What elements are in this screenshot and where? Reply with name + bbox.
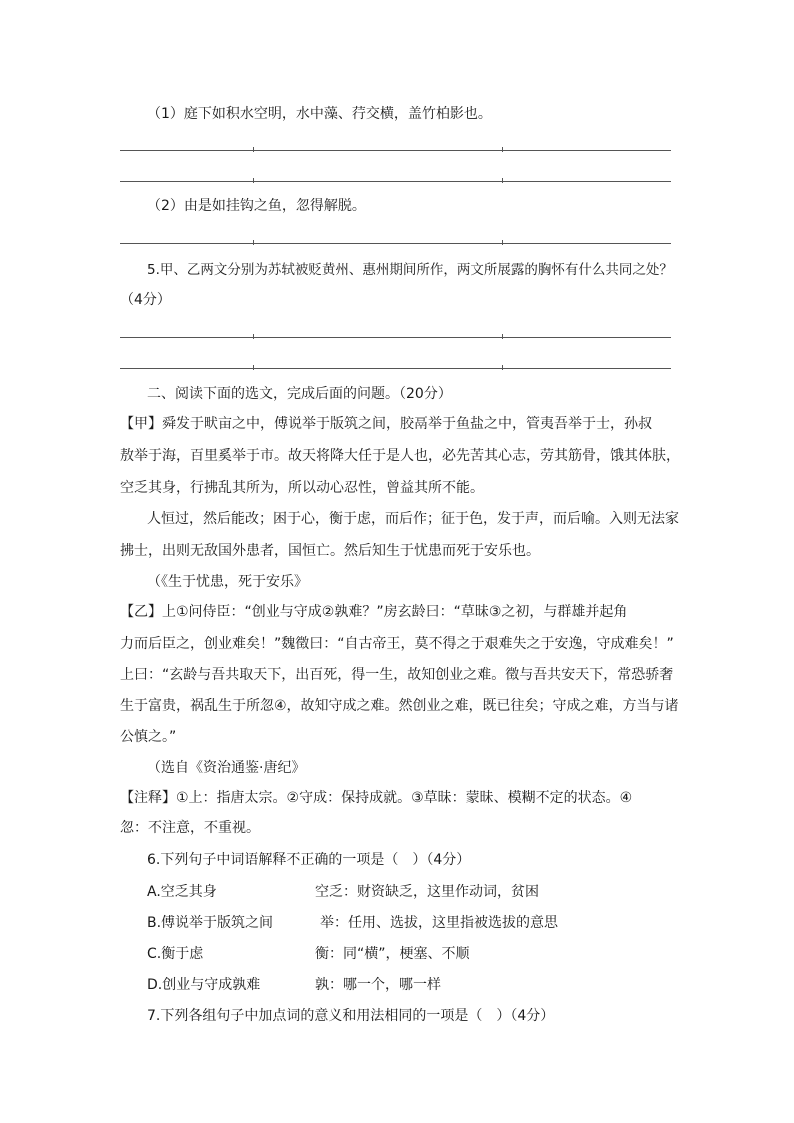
answer-line-tick [253,147,254,152]
passage-yi-line-4: 生于富贵，祸乱生于所忽④，故知守成之难。然创业之难，既已往矣；守成之难，方当与诸 [120,698,679,714]
answer-line [120,243,671,244]
passage-yi-line-5: 公慎之。” [120,729,177,745]
answer-line-tick [502,365,503,370]
passage-jia-line-2: 敖举于海，百里奚举于市。故天将降大任于是人也，必先苦其心志，劳其筋骨，饿其体肤， [120,448,680,464]
option-c-word: C.衡于虑 [147,946,204,962]
answer-line-tick [502,178,503,183]
option-d-word: D.创业与守成孰难 [147,977,261,993]
answer-line-tick [502,334,503,339]
option-a-word: A.空乏其身 [147,884,217,900]
question-5-points: （4分） [120,292,171,308]
question-7-stem: 7.下列各组句子中加点词的意义和用法相同的一项是（ ）（4分） [147,1008,555,1024]
answer-line-tick [253,240,254,245]
passage-yi-line-2: 力而后臣之，创业难矣！”魏徵曰：“自古帝王，莫不得之于艰难失之于安逸，守成难矣！” [120,636,674,652]
answer-line-tick [502,240,503,245]
question-6-stem: 6.下列句子中词语解释不正确的一项是（ ）（4分） [147,852,471,868]
option-b-explanation: 举：任用、选拔，这里指被选拔的意思 [320,915,558,931]
notes-line-2: 忽：不注意，不重视。 [120,820,260,836]
option-c-explanation: 衡：同“横”，梗塞、不顺 [315,946,470,962]
passage-yi-line-3: 上曰：“玄龄与吾共取天下，出百死，得一生，故知创业之难。徵与吾共安天下，常恐骄奢 [120,667,674,683]
passage-jia-source: （《生于忧患，死于安乐》 [147,574,308,590]
answer-line [120,181,671,182]
passage-jia-line-3: 空乏其身，行拂乱其所为，所以动心忍性，曾益其所不能。 [120,480,484,496]
passage-yi-source: （选自《资治通鉴·唐纪》 [147,760,306,776]
answer-line [120,150,671,151]
answer-line [120,368,671,369]
answer-line-tick [253,178,254,183]
translation-sentence-2: （2）由是如挂钩之鱼，忽得解脱。 [147,198,366,214]
option-d-explanation: 孰：哪一个，哪一样 [315,977,441,993]
answer-line-tick [253,334,254,339]
passage-jia-line-1: 【甲】舜发于畎亩之中，傅说举于版筑之间，胶鬲举于鱼盐之中，管夷吾举于士，孙叔 [120,416,652,432]
option-b-word: B.傅说举于版筑之间 [147,915,274,931]
answer-line-tick [502,147,503,152]
passage-jia-line-5: 拂士，出则无敌国外患者，国恒亡。然后知生于忧患而死于安乐也。 [120,543,540,559]
translation-sentence-1: （1）庭下如积水空明，水中藻、荇交横，盖竹柏影也。 [147,106,492,122]
question-5: 5.甲、乙两文分别为苏轼被贬黄州、惠州期间所作，两文所展露的胸怀有什么共同之处？ [147,262,673,278]
answer-line [120,337,671,338]
passage-jia-line-4: 人恒过，然后能改；困于心，衡于虑，而后作；征于色，发于声，而后喻。入则无法家 [147,511,679,527]
section-2-heading: 二、阅读下面的选文，完成后面的问题。（20分） [147,386,452,402]
notes-line-1: 【注释】①上：指唐太宗。②守成：保持成就。③草昧：蒙昧、模糊不定的状态。④ [120,790,633,806]
passage-yi-line-1: 【乙】上①问侍臣：“创业与守成②孰难？”房玄龄曰：“草昧③之初，与群雄并起角 [120,604,628,620]
answer-line-tick [253,365,254,370]
option-a-explanation: 空乏：财资缺乏，这里作动词，贫困 [315,884,539,900]
